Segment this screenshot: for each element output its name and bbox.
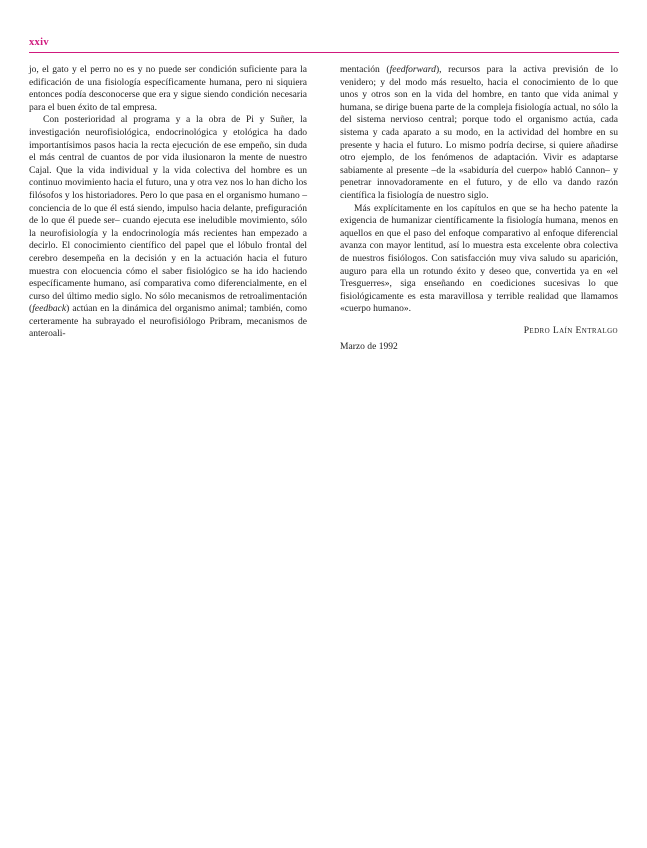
text-run: mentación ( (340, 64, 390, 75)
paragraph: Más explícitamente en los capítulos en que se ha hecho patente la exigencia de humanizar científicamente la fisiología humana, menos en aquellos en que el paso del enfoque comparativo al enfoque diferencial avanza con mayor lentitud, así lo muestra esta excelente obra colectiva de nuestros fisiólogos. Con satisfacción muy viva saludo su aparición, auguro para ella un rotundo éxito y deseo que, convertida ya en «el Tresguerres», siga enseñando en coediciones sucesivas lo que fisiológicamente es esta maravillosa y terrible realidad que llamamos «cuerpo humano». (340, 202, 618, 315)
page-number: xxiv (29, 37, 49, 48)
text-run: Con posterioridad al programa y a la obra de Pi y Suñer, la investigación neurofisiológica, endocrinológica y etológica ha dado importantísimos pasos hacia la recta ejecución de ese empeño, sin duda el más central de cuantos de por vida ilusionaron la mente de nuestro Cajal. Que la vida individual y la vida colectiva del hombre es un continuo movimiento hacia el futuro, una y otra vez nos lo han dicho los filósofos y los historiadores. Pero lo que pasa en el organismo humano –conciencia de lo que él está siendo, impulso hacia delante, prefiguración de lo que él puede ser– cuando ejecuta ese ineludible movimiento, sólo la neurofisiología y la endocrinología más recientes han empezado a decirlo. El conocimiento científico del papel que el lóbulo frontal del cerebro desempeña en la decisión y en la actuación hacia el futuro muestra con elocuencia cómo el saber fisiológico se ha ido haciendo específicamente humano, así comparativa como diferencialmente, en el curso del último medio siglo. No sólo mecanismos de retroalimentación ( (29, 114, 307, 315)
text-run: ) actúan en la dinámica del organismo animal; también, como certeramente ha subrayado el neurofisiólogo Pribram, mecanismos de anteroali- (29, 303, 307, 340)
text-run: ), recursos para la activa previsión de lo venidero; y del modo más resuelto, hacia el conocimiento de lo que unos y otros son en la vida del hombre, en tanto que vida animal y humana, se dirige buena parte de la compleja fisiología actual, no sólo la del sistema nervioso central; porque todo el organismo actúa, cada sistema y cada aparato a su modo, en la actividad del hombre en su presente y hacia el futuro. Lo mismo podría decirse, si quiere añadirse otro ejemplo, de los fenómenos de adaptación. Vivir es adaptarse sabiamente al presente –de la «sabiduría del cuerpo» habló Cannon– y penetrar innovadoramente en el futuro, y de ello va dando razón científica la fisiología de nuestro siglo. (340, 64, 618, 201)
date-line: Marzo de 1992 (340, 341, 398, 353)
author-signature: Pedro Laín Entralgo (523, 324, 618, 336)
right-column (340, 64, 618, 354)
italic-term: feedforward (389, 64, 436, 75)
left-column (29, 64, 307, 341)
paragraph-continued (340, 64, 618, 203)
italic-term: feedback (32, 303, 67, 315)
header-rule (29, 52, 619, 53)
paragraph (29, 114, 307, 341)
paragraph-continued: jo, el gato y el perro no es y no puede ser condición suficiente para la edificación de una fisiología específicamente humana, pero ni siquiera entonces podía desconocerse que era y sigue siendo condición necesaria para el buen éxito de tal empresa. (29, 64, 307, 113)
